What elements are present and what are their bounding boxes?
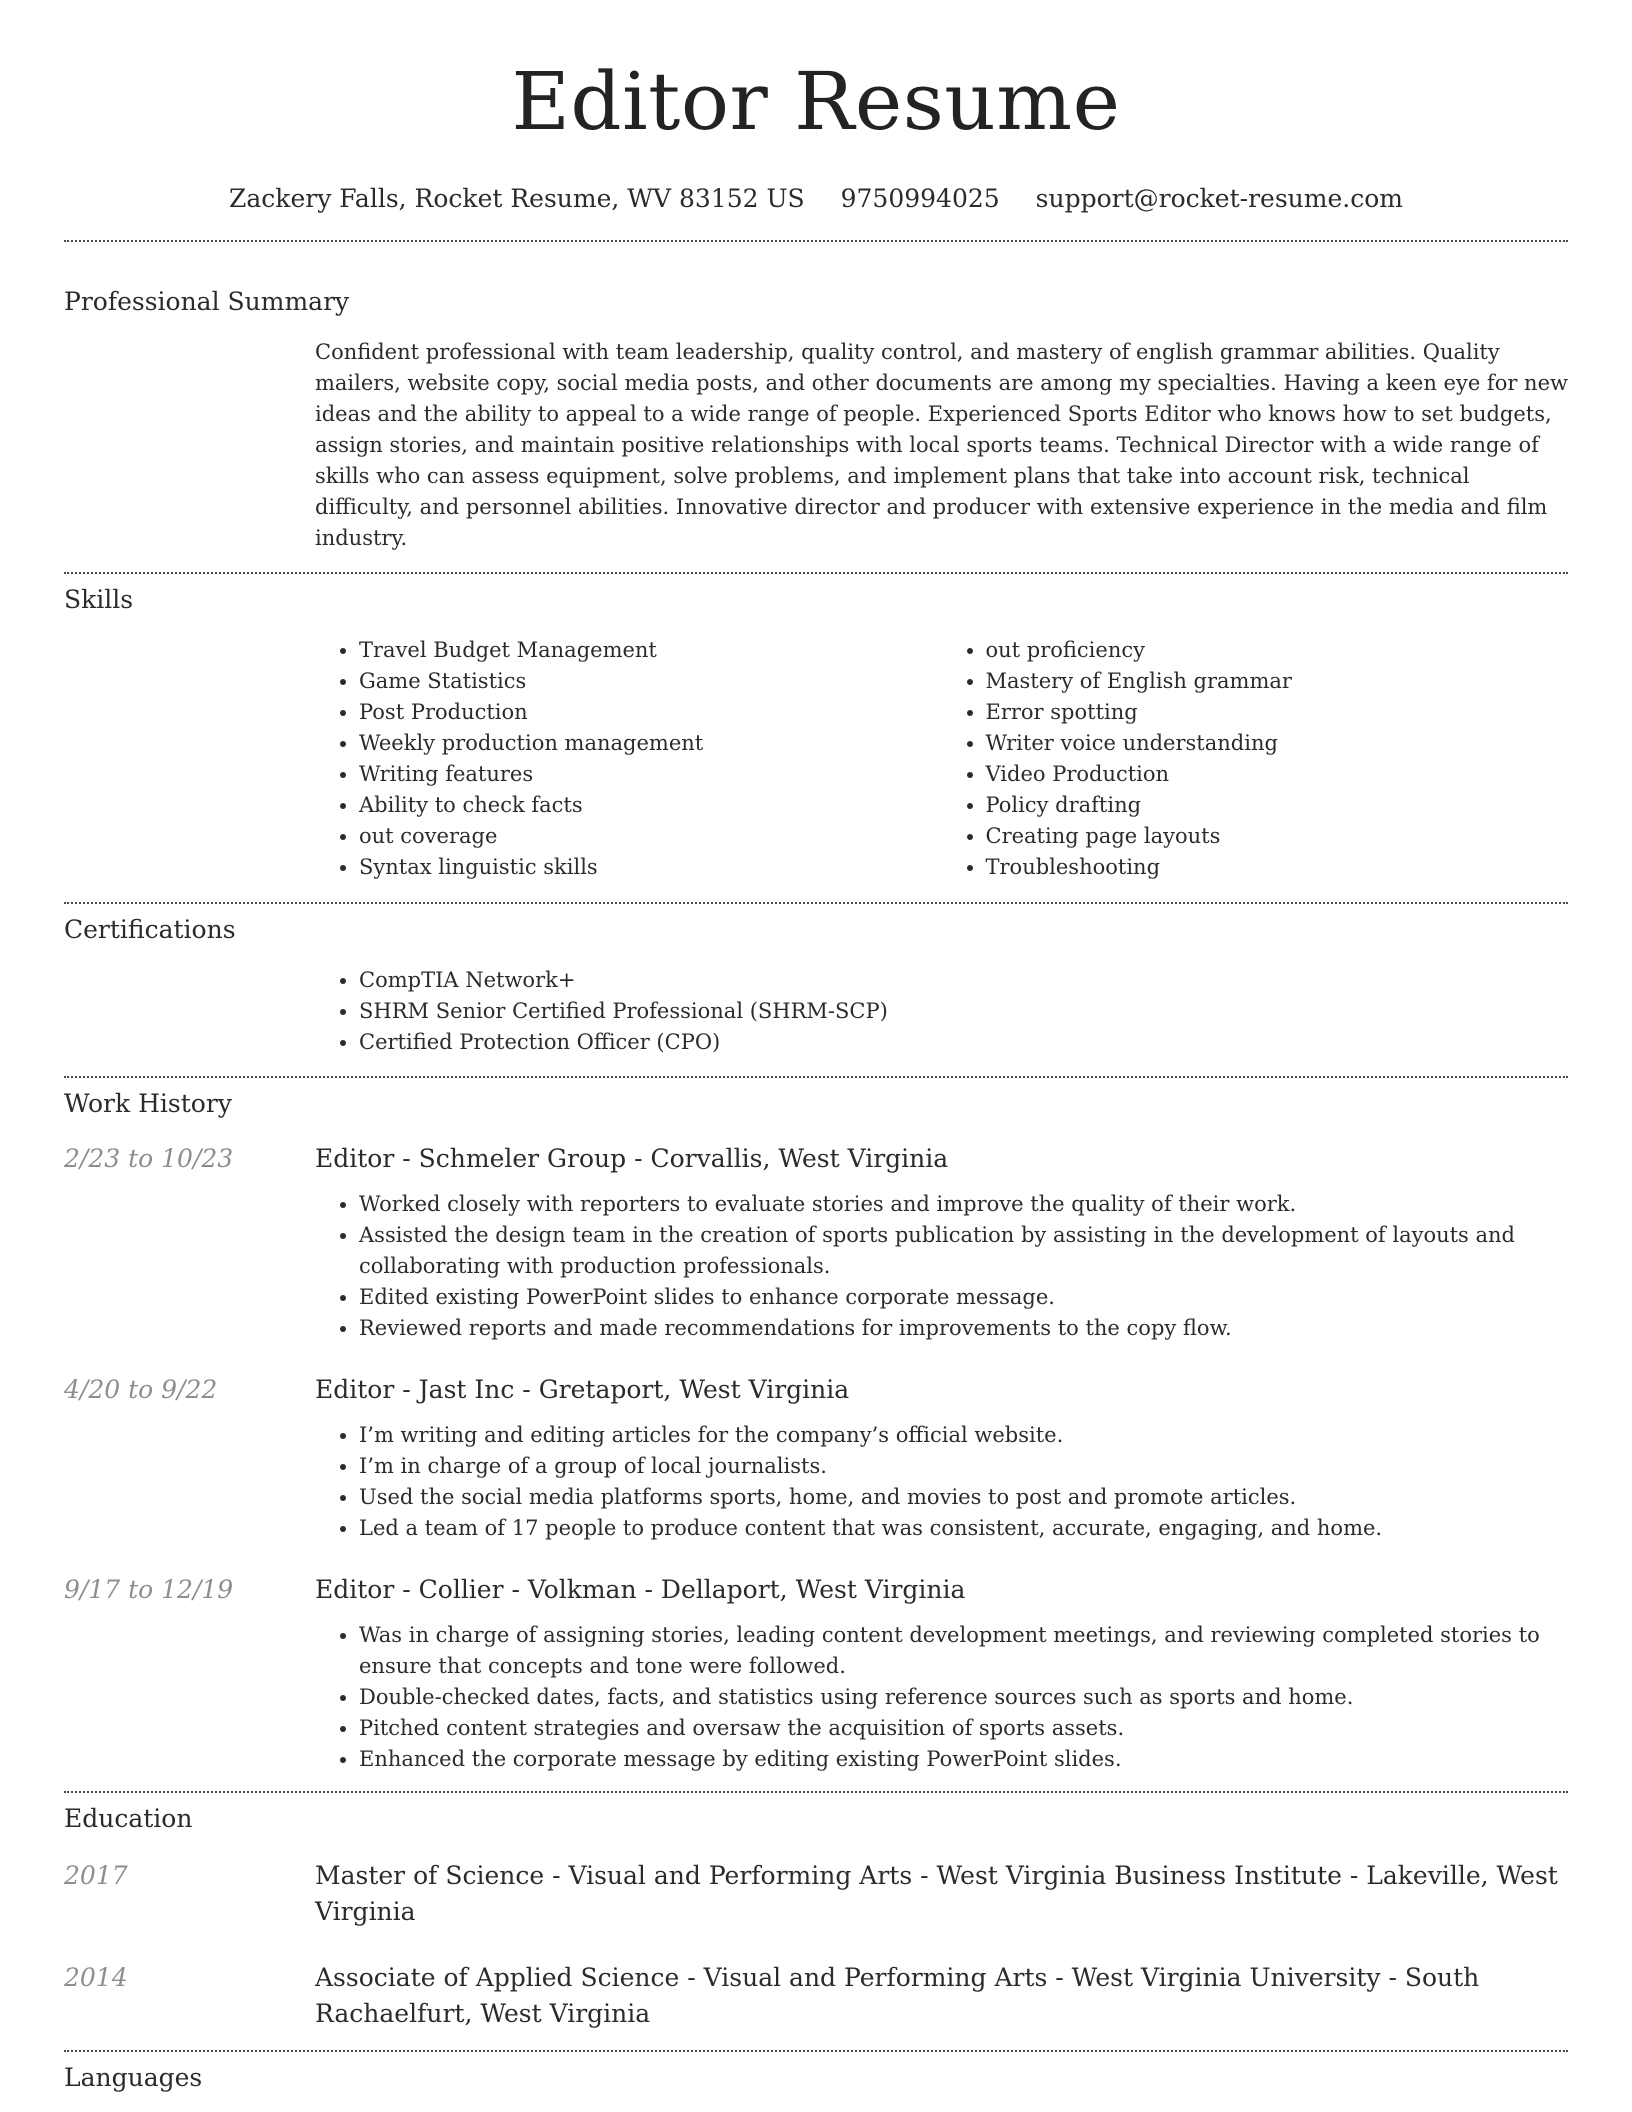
skill-item: • Syntax linguistic skills [359, 852, 942, 883]
contact-address: Zackery Falls, Rocket Resume, WV 83152 US [229, 184, 805, 213]
job-title: Editor - Jast Inc - Gretaport, West Virginia [315, 1375, 850, 1404]
skill-item: • Policy drafting [986, 790, 1569, 821]
job-title: Editor - Schmeler Group - Corvallis, West Virginia [315, 1144, 949, 1173]
job-bullet: • I’m in charge of a group of local journalists. [359, 1451, 1568, 1482]
section-divider [64, 240, 1568, 242]
job-bullet: • Enhanced the corporate message by editing existing PowerPoint slides. [359, 1744, 1568, 1775]
education-entry [64, 1858, 1568, 1930]
skill-item: • Video Production [986, 759, 1569, 790]
contact-line [64, 182, 1568, 216]
skill-item: • Error spotting [986, 697, 1569, 728]
certification-item: • SHRM Senior Certified Professional (SHRM-SCP) [359, 996, 1568, 1027]
job-bullets [315, 1420, 1568, 1544]
job-bullet: • Pitched content strategies and oversaw the acquisition of sports assets. [359, 1713, 1568, 1744]
skill-item: • Writer voice understanding [986, 728, 1569, 759]
job-bullet: • Worked closely with reporters to evaluate stories and improve the quality of their work. [359, 1189, 1568, 1220]
education-entry [64, 1960, 1568, 2032]
education-year: 2014 [64, 1963, 128, 1992]
resume-title: Editor Resume [511, 55, 1121, 148]
skills-left-column [315, 635, 942, 883]
work-history-heading: Work History [64, 1089, 232, 1118]
resume-page [64, 0, 1568, 2095]
job-bullet: • Reviewed reports and made recommendations for improvements to the copy flow. [359, 1313, 1568, 1344]
skills-list [315, 635, 1568, 883]
job-entry [64, 1572, 1568, 1608]
education-heading: Education [64, 1804, 193, 1833]
section-divider [64, 902, 1568, 904]
job-bullets [315, 1620, 1568, 1775]
job-bullet: • Led a team of 17 people to produce content that was consistent, accurate, engaging, and home. [359, 1513, 1568, 1544]
skill-item: • Game Statistics [359, 666, 942, 697]
education-title: Associate of Applied Science - Visual and Performing Arts - West Virginia University - South Rachaelfurt, West Virginia [315, 1963, 1480, 2028]
skill-item: • Writing features [359, 759, 942, 790]
section-divider [64, 572, 1568, 574]
job-entry [64, 1141, 1568, 1177]
job-entry [64, 1372, 1568, 1408]
certifications-heading: Certifications [64, 915, 236, 944]
summary-heading: Professional Summary [64, 287, 350, 316]
skills-heading: Skills [64, 585, 134, 614]
skill-item: • Creating page layouts [986, 821, 1569, 852]
job-dates: 9/17 to 12/19 [64, 1575, 234, 1604]
job-bullet: • I’m writing and editing articles for the company’s official website. [359, 1420, 1568, 1451]
job-title: Editor - Collier - Volkman - Dellaport, West Virginia [315, 1575, 966, 1604]
section-divider [64, 1076, 1568, 1078]
languages-heading: Languages [64, 2063, 203, 2092]
skill-item: • Travel Budget Management [359, 635, 942, 666]
skill-item: • Mastery of English grammar [986, 666, 1569, 697]
skill-item: • out coverage [359, 821, 942, 852]
job-bullet: • Double-checked dates, facts, and statistics using reference sources such as sports and home. [359, 1682, 1568, 1713]
job-bullets [315, 1189, 1568, 1344]
contact-email[interactable]: support@rocket-resume.com [1035, 184, 1403, 213]
contact-phone: 9750994025 [840, 184, 1000, 213]
education-title: Master of Science - Visual and Performing Arts - West Virginia Business Institute - Lakeville, West Virginia [315, 1861, 1558, 1926]
summary-text: Confident professional with team leadership, quality control, and mastery of english grammar abilities. Quality mailers, website copy, social media posts, and other documents are among my specialties. Having a keen eye for new ideas and the ability to appeal to a wide range of people. Experienced Sports Editor who knows how to set budgets, assign stories, and maintain positive relationships with local sports teams. Technical Director with a wide range of skills who can assess equipment, solve problems, and implement plans that take into account risk, technical difficulty, and personnel abilities. Innovative director and producer with extensive experience in the media and film industry. [315, 340, 1568, 550]
skill-item: • Weekly production management [359, 728, 942, 759]
certification-item: • CompTIA Network+ [359, 965, 1568, 996]
skill-item: • out proficiency [986, 635, 1569, 666]
education-year: 2017 [64, 1861, 128, 1890]
certification-item: • Certified Protection Officer (CPO) [359, 1027, 1568, 1058]
skill-item: • Troubleshooting [986, 852, 1569, 883]
skill-item: • Post Production [359, 697, 942, 728]
job-bullet: • Was in charge of assigning stories, leading content development meetings, and reviewing completed stories to ensure that concepts and tone were followed. [359, 1620, 1568, 1682]
section-divider [64, 2050, 1568, 2052]
certifications-list [315, 965, 1568, 1058]
skills-right-column [942, 635, 1569, 883]
section-divider [64, 1791, 1568, 1793]
job-bullet: • Used the social media platforms sports, home, and movies to post and promote articles. [359, 1482, 1568, 1513]
job-dates: 4/20 to 9/22 [64, 1375, 218, 1404]
job-dates: 2/23 to 10/23 [64, 1144, 234, 1173]
job-bullet: • Assisted the design team in the creation of sports publication by assisting in the development of layouts and collaborating with production professionals. [359, 1220, 1568, 1282]
skill-item: • Ability to check facts [359, 790, 942, 821]
job-bullet: • Edited existing PowerPoint slides to enhance corporate message. [359, 1282, 1568, 1313]
